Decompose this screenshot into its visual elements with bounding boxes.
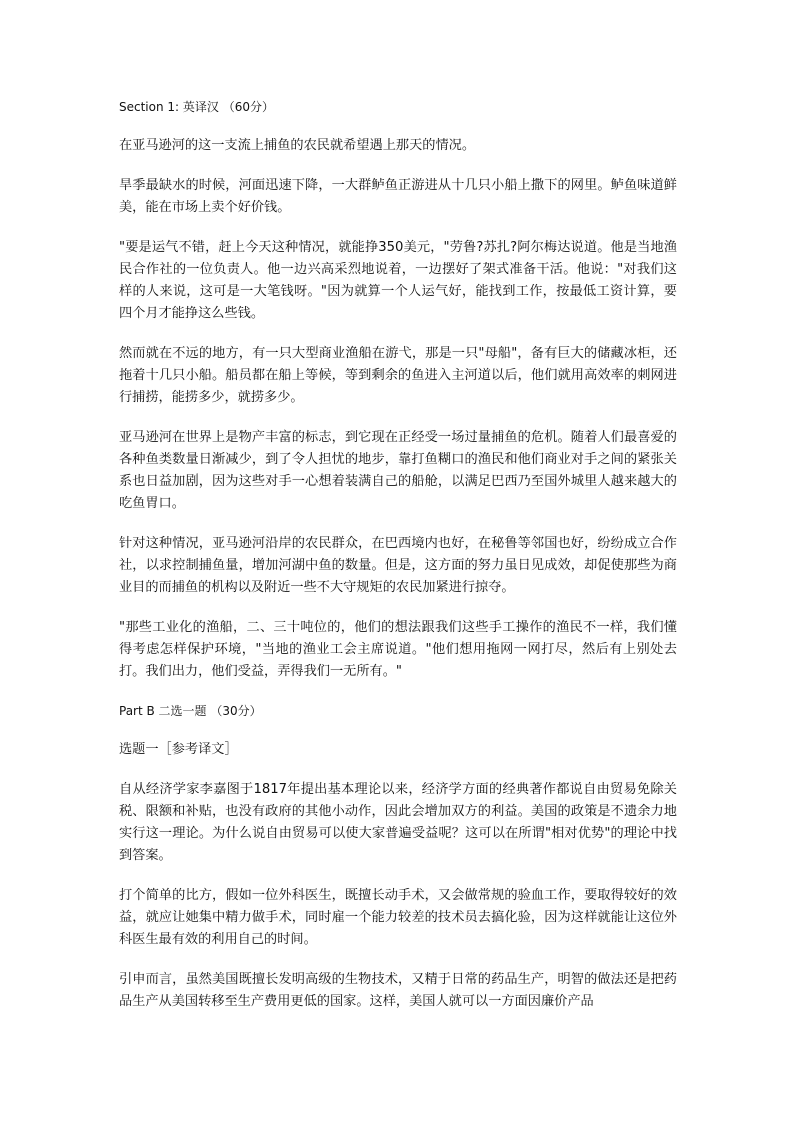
document-body	[119, 97, 677, 1013]
paragraph: 针对这种情况，亚马逊河沿岸的农民群众，在巴西境内也好，在秘鲁等邻国也好，纷纷成立合作社，以求控制捕鱼量，增加河湖中鱼的数量。但是，这方面的努力虽日见成效，却促使那些为商业目的而捕鱼的机构以及附近一些不大守规矩的农民加紧进行掠夺。	[119, 536, 677, 595]
section-1-heading: Section 1: 英译汉 （60分）	[119, 100, 274, 114]
part-b-heading: Part B 二选一题 （30分）	[119, 704, 262, 718]
paragraph: 引申而言，虽然美国既擅长发明高级的生物技术，又精于日常的药品生产，明智的做法还是把药品生产从美国转移至生产费用更低的国家。这样，美国人就可以一方面因廉价产品	[119, 972, 677, 1009]
paragraph: "要是运气不错，赶上今天这种情况，就能挣350美元，"劳鲁?苏扎?阿尔梅达说道。他是当地渔民合作社的一位负责人。他一边兴高采烈地说着，一边摆好了架式准备干活。他说："对我们这样的人来说，这可是一大笔钱呀。"因为就算一个人运气好，能找到工作，按最低工资计算，要四个月才能挣这么些钱。	[119, 240, 677, 321]
paragraph: 在亚马逊河的这一支流上捕鱼的农民就希望遇上那天的情况。	[119, 138, 476, 153]
paragraph: "那些工业化的渔船，二、三十吨位的，他们的想法跟我们这些手工操作的渔民不一样，我们懂得考虑怎样保护环境，"当地的渔业工会主席说道。"他们想用拖网一网打尽，然后有上别处去打。我们出力，他们受益，弄得我们一无所有。"	[119, 620, 677, 679]
option-one-subheading: 选题一［参考译文］	[119, 742, 238, 757]
paragraph: 旱季最缺水的时候，河面迅速下降，一大群鲈鱼正游进从十几只小船上撒下的网里。鲈鱼味道鲜美，能在市场上卖个好价钱。	[119, 178, 677, 215]
paragraph: 然而就在不远的地方，有一只大型商业渔船在游弋，那是一只"母船"，备有巨大的储藏冰柜，还拖着十几只小船。船员都在船上等候，等到剩余的鱼进入主河道以后，他们就用高效率的刺网进行捕捞，能捞多少，就捞多少。	[119, 346, 677, 405]
paragraph: 自从经济学家李嘉图于1817年提出基本理论以来，经济学方面的经典著作都说自由贸易免除关税、限额和补贴，也没有政府的其他小动作，因此会增加双方的利益。美国的政策是不遗余力地实行这一理论。为什么说自由贸易可以使大家普遍受益呢？这可以在所谓"相对优势"的理论中找到答案。	[119, 782, 677, 863]
paragraph: 亚马逊河在世界上是物产丰富的标志，到它现在正经受一场过量捕鱼的危机。随着人们最喜爱的各种鱼类数量日渐减少，到了令人担忧的地步，靠打鱼糊口的渔民和他们商业对手之间的紧张关系也日益加剧，因为这些对手一心想着装满自己的船舱，以满足巴西乃至国外城里人越来越大的吃鱼胃口。	[119, 430, 677, 511]
paragraph: 打个简单的比方，假如一位外科医生，既擅长动手术，又会做常规的验血工作，要取得较好的效益，就应让她集中精力做手术，同时雇一个能力较差的技术员去搞化验，因为这样就能让这位外科医生最有效的利用自己的时间。	[119, 888, 677, 947]
